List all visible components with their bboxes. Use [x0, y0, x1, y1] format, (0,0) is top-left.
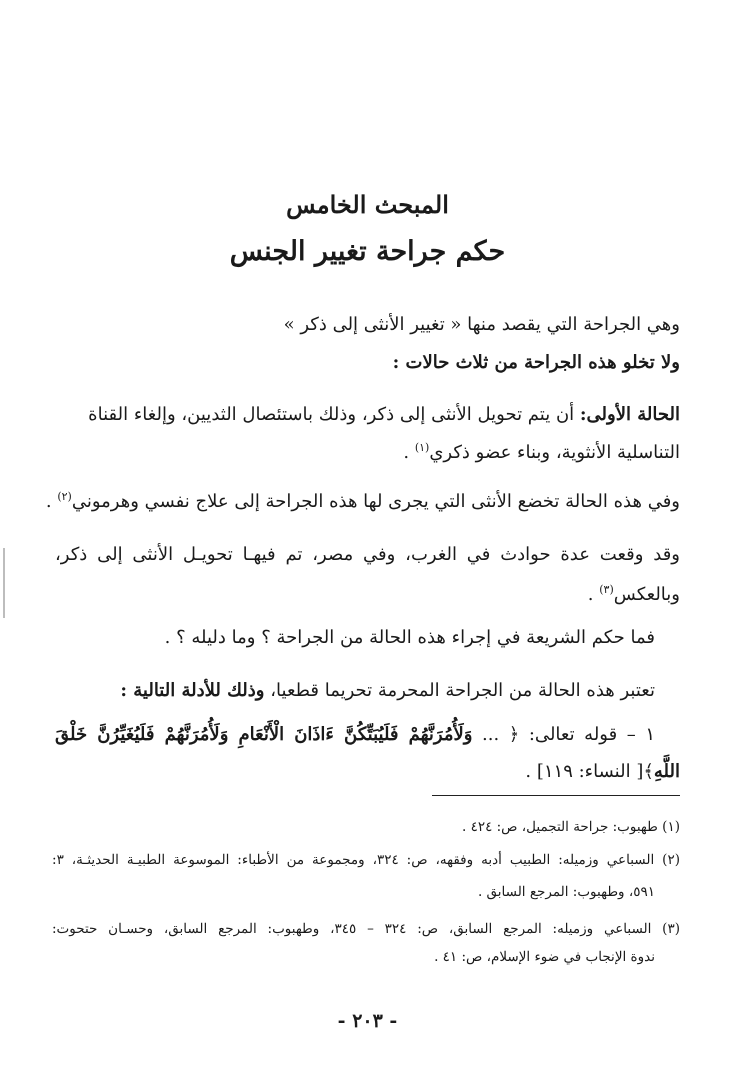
ruling-plain-text: تعتبر هذه الحالة من الجراحة المحرمة تحريما قطعيا،	[264, 680, 655, 701]
case1-end-mark: .	[403, 442, 415, 463]
footnote-ref-1[interactable]: (١)	[414, 441, 430, 454]
case1-treatment-text: وفي هذه الحالة تخضع الأنثى التي يجرى لها هذه الجراحة إلى علاج نفسي وهرموني	[71, 491, 680, 512]
scan-edge-mark	[3, 548, 5, 618]
question-paragraph: فما حكم الشريعة في إجراء هذه الحالة من الجراحة ؟ وما دليله ؟ .	[164, 627, 655, 648]
footnote-3-line1: (٣) السباعي وزميله: المرجع السابق، ص: ٣٢٤ – ٣٤٥، وطهبوب: المرجع السابق، وحسـان حتحوت:	[52, 921, 680, 937]
case1-label: الحالة الأولى:	[579, 404, 680, 425]
evidence1-second-line	[525, 757, 680, 787]
case1-treatment-paragraph	[46, 487, 680, 517]
case1-text-line2: التناسلية الأنثوية، وبناء عضو ذكري	[429, 442, 680, 463]
footnote-1: (١) طهبوب: جراحة التجميل، ص: ٤٢٤ .	[461, 819, 680, 835]
ruling-paragraph	[120, 676, 655, 706]
incidents-text-line2: وبالعكس	[613, 584, 680, 605]
case1-first-line	[88, 400, 680, 430]
section-title-heading: حكم جراحة تغيير الجنس	[229, 236, 506, 267]
ruling-bold-text: وذلك للأدلة التالية :	[120, 680, 265, 701]
evidence1-citation: ﴾[ النساء: ١١٩] .	[525, 761, 654, 782]
footnote-2-line1: (٢) السباعي وزميله: الطبيب أدبه وفقهه، ص: ٣٢٤، ومجموعة من الأطباء: الموسوعة الطبيـة الحديثـة، ٣:	[52, 852, 680, 868]
footnote-ref-3[interactable]: (٣)	[599, 583, 614, 596]
footnote-3-line2: ندوة الإنجاب في ضوء الإسلام، ص: ٤١ .	[434, 949, 655, 965]
case1-second-line	[403, 438, 680, 468]
page-number: - ٢٠٣ -	[337, 1010, 398, 1032]
evidence1-prefix: ١ – قوله تعالى: ﴿ ...	[482, 724, 656, 745]
footnote-separator	[432, 795, 680, 796]
case1-text-line1: أن يتم تحويل الأنثى إلى ذكر، وذلك باستئصال الثديين، وإلغاء القناة	[88, 404, 575, 425]
evidence1-verse-end: اللَّهِ	[653, 761, 680, 782]
incidents-second-line	[588, 580, 680, 610]
section-number-heading: المبحث الخامس	[286, 190, 449, 219]
case1-treatment-end: .	[45, 491, 58, 512]
incidents-first-line: وقد وقعت عدة حوادث في الغرب، وفي مصر، تم فيهـا تحويـل الأنثى إلى ذكر،	[55, 544, 680, 565]
incidents-end-mark: .	[587, 584, 600, 605]
evidence1-verse: وَلَأُمُرَنَّهُمْ فَلَيُبَتِّكُنَّ ءَاذَانَ الْأَنْعَامِ وَلَأُمُرَنَّهُمْ فَلَيُغَيِّرُنَّ خَلْقَ	[55, 724, 473, 745]
footnote-ref-2[interactable]: (٢)	[57, 490, 72, 503]
intro-paragraph: وهي الجراحة التي يقصد منها « تغيير الأنثى إلى ذكر »	[283, 314, 680, 335]
evidence1-first-line	[55, 720, 655, 750]
footnote-2-line2: ٥٩١، وطهبوب: المرجع السابق .	[477, 884, 655, 900]
cases-heading: ولا تخلو هذه الجراحة من ثلاث حالات :	[392, 352, 680, 373]
